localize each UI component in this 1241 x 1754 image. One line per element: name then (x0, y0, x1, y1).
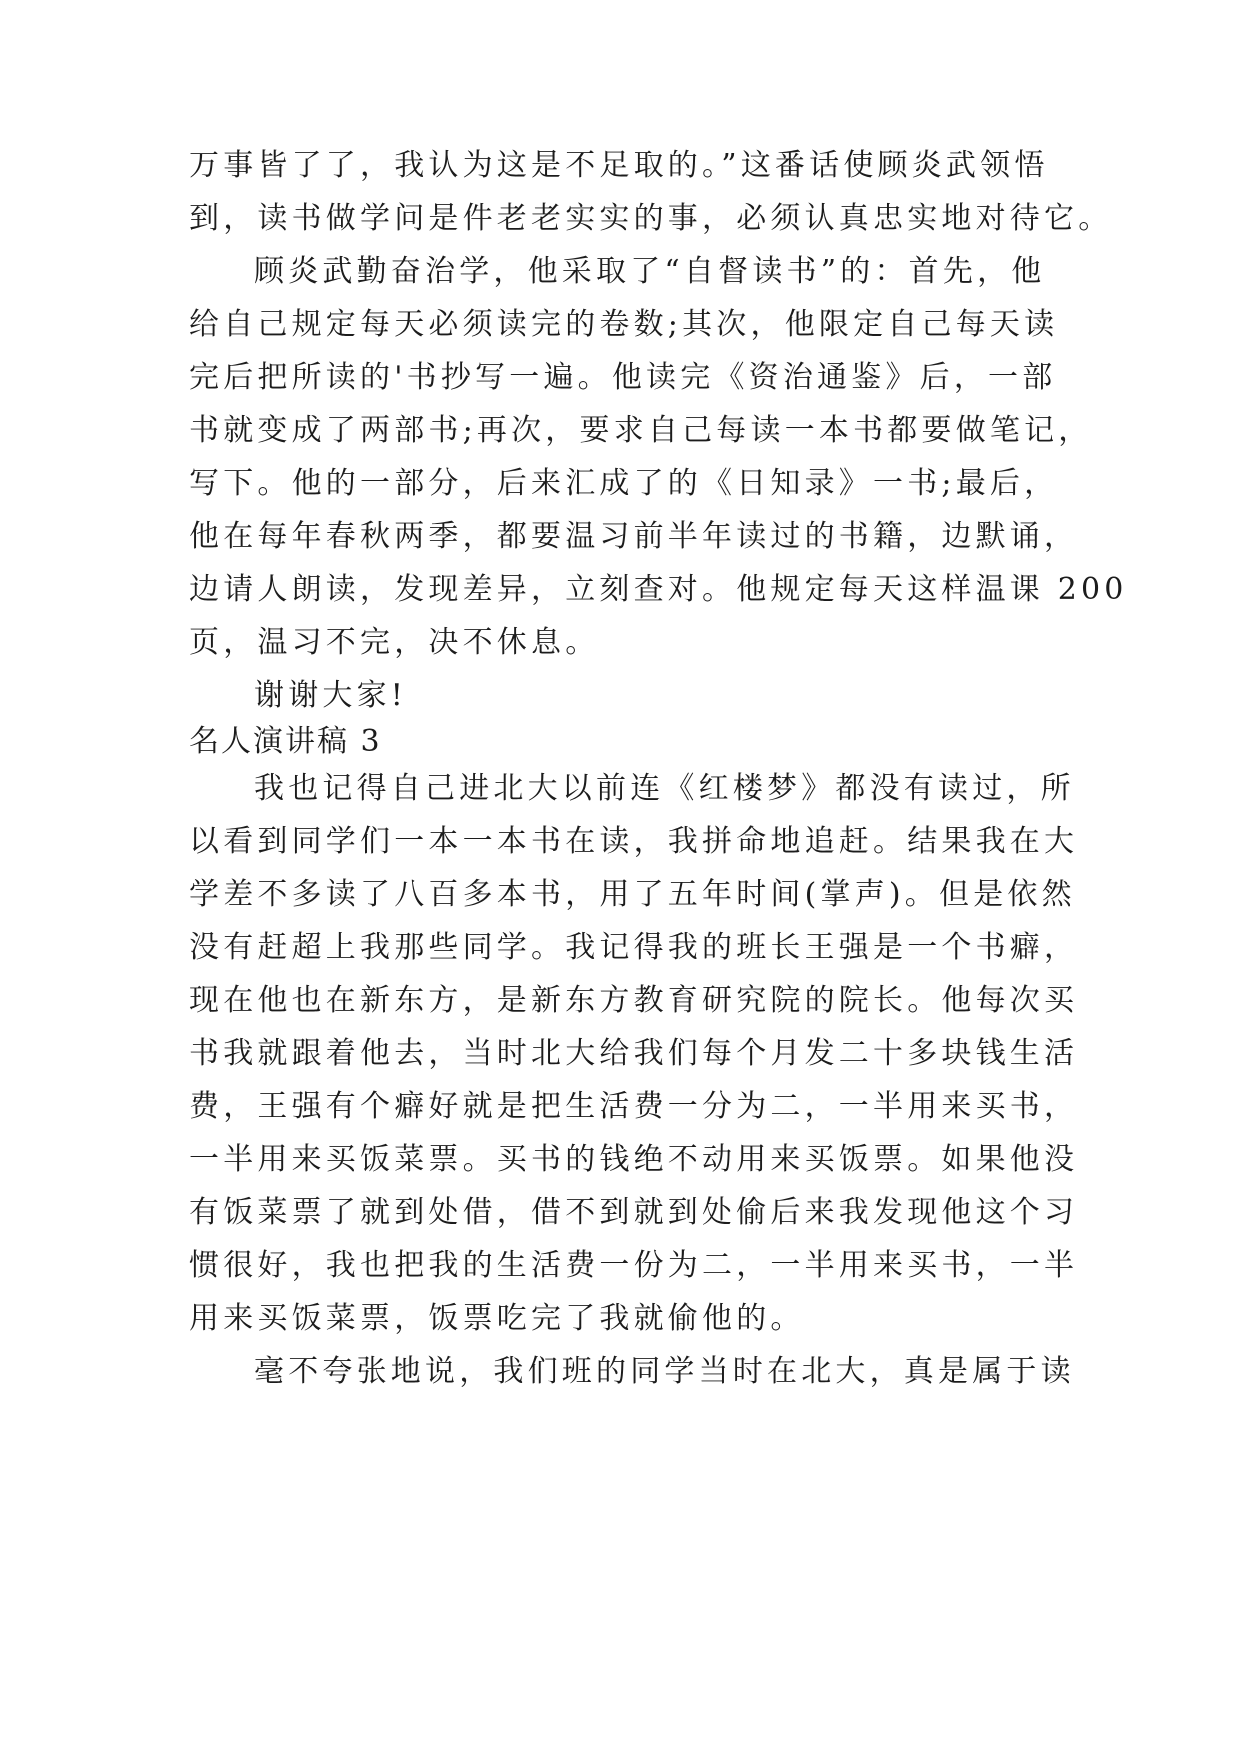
text-line: 惯很好，我也把我的生活费一份为二，一半用来买书，一半 (189, 1248, 1079, 1283)
text-line: 到，读书做学问是件老老实实的事，必须认真忠实地对待它。 (189, 201, 1113, 236)
paragraph-first-line: 顾炎武勤奋治学，他采取了“自督读书”的：首先，他 (254, 254, 1046, 289)
text-line: 边请人朗读，发现差异，立刻查对。他规定每天这样温课 200 (189, 572, 1128, 607)
paragraph-first-line: 毫不夸张地说，我们班的同学当时在北大，真是属于读 (254, 1354, 1075, 1389)
text-line: 书我就跟着他去，当时北大给我们每个月发二十多块钱生活 (189, 1036, 1079, 1071)
text-line: 完后把所读的'书抄写一遍。他读完《资治通鉴》后，一部 (189, 360, 1057, 395)
section-heading: 名人演讲稿 3 (189, 724, 382, 759)
paragraph-first-line: 我也记得自己进北大以前连《红楼梦》都没有读过，所 (254, 771, 1075, 806)
text-line: 一半用来买饭菜票。买书的钱绝不动用来买饭票。如果他没 (189, 1142, 1079, 1177)
text-line: 页，温习不完，决不休息。 (189, 625, 600, 660)
closing-line: 谢谢大家! (254, 678, 408, 713)
text-line: 写下。他的一部分，后来汇成了的《日知录》一书;最后， (189, 466, 1059, 501)
text-line: 现在他也在新东方，是新东方教育研究院的院长。他每次买 (189, 983, 1079, 1018)
text-line: 用来买饭菜票，饭票吃完了我就偷他的。 (189, 1301, 805, 1336)
text-line: 学差不多读了八百多本书，用了五年时间(掌声)。但是依然 (189, 877, 1076, 912)
text-line: 他在每年春秋两季，都要温习前半年读过的书籍，边默诵， (189, 519, 1079, 554)
text-line: 有饭菜票了就到处借，借不到就到处偷后来我发现他这个习 (189, 1195, 1079, 1230)
text-line: 以看到同学们一本一本书在读，我拼命地追赶。结果我在大 (189, 824, 1079, 859)
text-line: 书就变成了两部书;再次，要求自己每读一本书都要做笔记， (189, 413, 1093, 448)
text-line: 给自己规定每天必须读完的卷数;其次，他限定自己每天读 (189, 307, 1059, 342)
text-line: 费，王强有个癖好就是把生活费一分为二，一半用来买书， (189, 1089, 1079, 1124)
text-line: 没有赶超上我那些同学。我记得我的班长王强是一个书癖， (189, 930, 1079, 965)
text-line: 万事皆了了，我认为这是不足取的。”这番话使顾炎武领悟 (189, 148, 1049, 183)
